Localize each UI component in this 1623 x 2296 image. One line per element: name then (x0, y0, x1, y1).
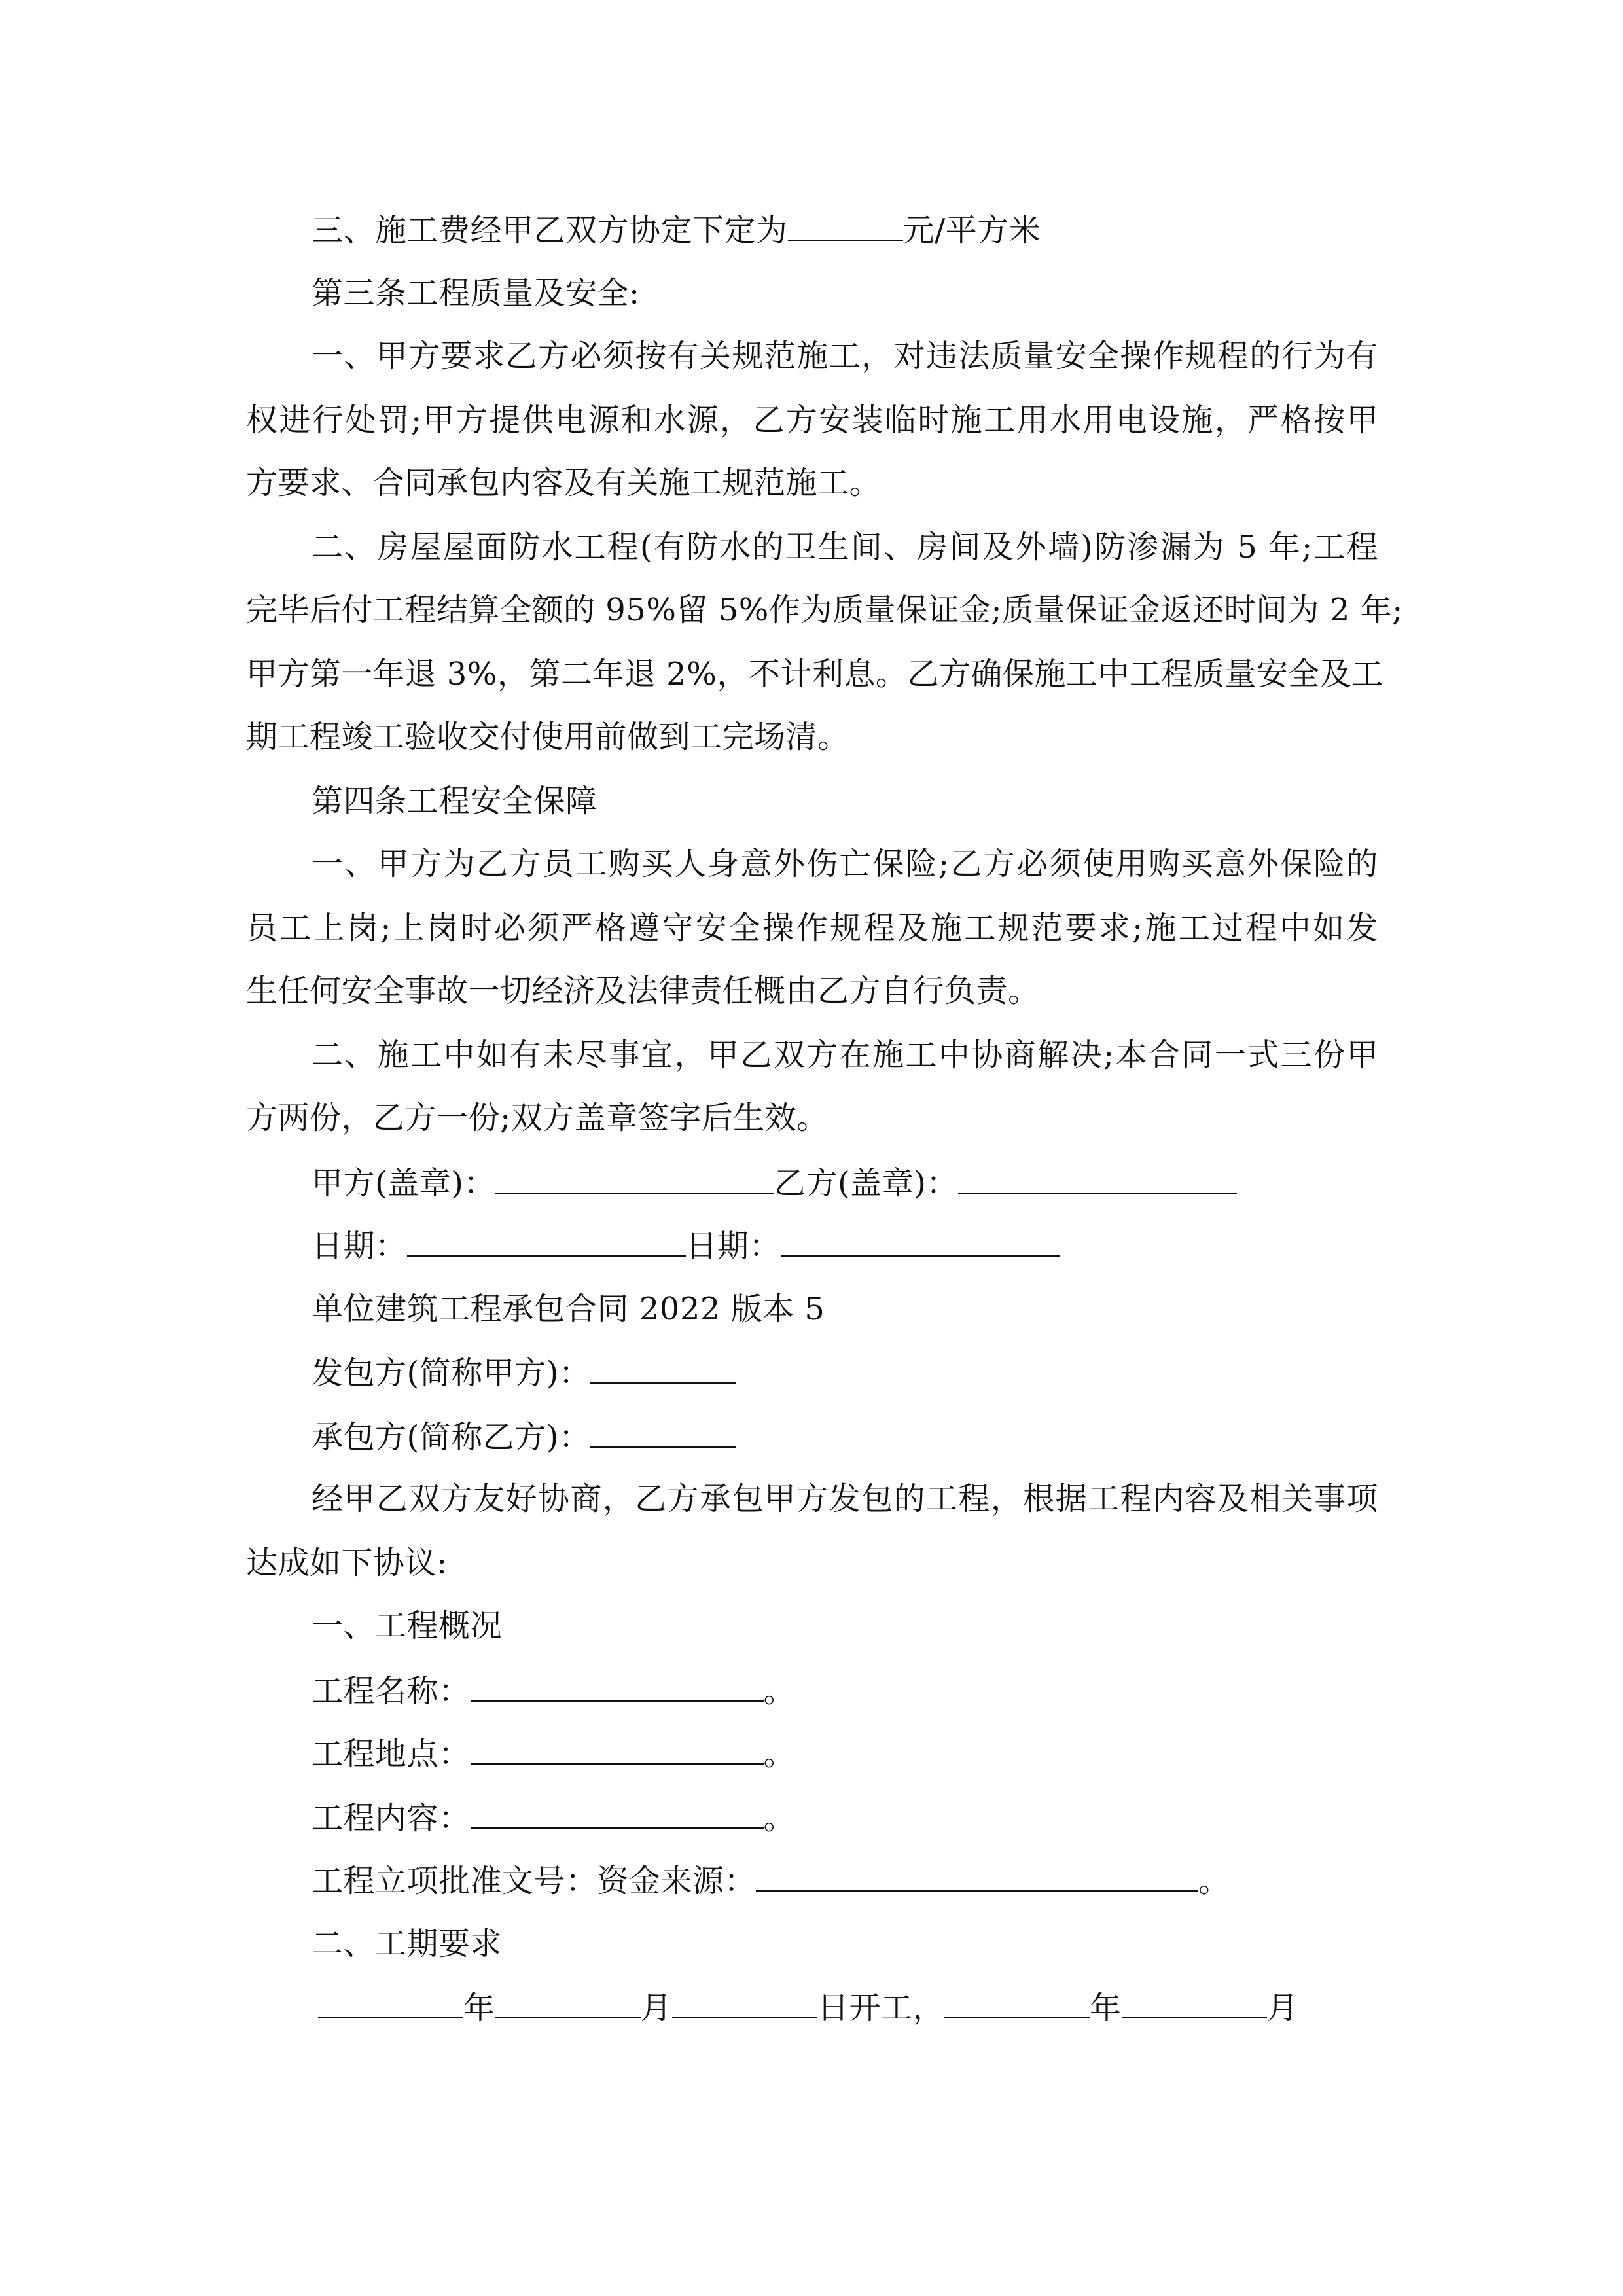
project-name-label: 工程名称： (312, 1673, 471, 1710)
approval-line (312, 1860, 1444, 1899)
date-a-blank[interactable] (407, 1225, 686, 1257)
party-b-seal-blank[interactable] (958, 1162, 1237, 1194)
date-a-label: 日期： (312, 1228, 407, 1265)
start-day-label: 日开工， (817, 1990, 945, 2026)
date-b-label: 日期： (685, 1228, 781, 1265)
article4-item2-line2: 方两份，乙方一份;双方盖章签字后生效。 (246, 1100, 829, 1136)
contract5-title: 单位建筑工程承包合同 2022 版本 5 (312, 1291, 825, 1327)
start-month-label: 月 (640, 1990, 673, 2026)
end-month-label: 月 (1266, 1990, 1299, 2026)
section1-title: 一、工程概况 (312, 1607, 503, 1644)
party-a-seal-label: 甲方(盖章)： (312, 1165, 495, 1202)
party-a-seal-blank[interactable] (495, 1162, 774, 1194)
project-content-line (312, 1797, 1444, 1837)
approval-end: 。 (1198, 1863, 1230, 1899)
project-location-line (312, 1733, 1444, 1772)
contractor-line (312, 1416, 1444, 1456)
project-location-end: 。 (763, 1736, 796, 1772)
start-year-blank[interactable] (318, 1987, 463, 2018)
article3-item1-line2: 权进行处罚;甲方提供电源和水源，乙方安装临时施工用水用电设施，严格按甲 (246, 402, 1378, 439)
date-line (312, 1225, 1444, 1265)
project-name-end: 。 (763, 1673, 796, 1710)
project-name-line (312, 1670, 1444, 1710)
article3-item2-line3: 甲方第一年退 3%，第二年退 2%，不计利息。乙方确保施工中工程质量安全及工 (246, 656, 1383, 692)
date-b-blank[interactable] (781, 1225, 1060, 1257)
end-year-label: 年 (1090, 1990, 1122, 2026)
article3-item1-line1: 一、甲方要求乙方必须按有关规范施工，对违法质量安全操作规程的行为有 (312, 338, 1378, 374)
article3-title: 第三条工程质量及安全: (312, 275, 640, 312)
project-content-label: 工程内容： (312, 1800, 471, 1837)
signature-line (312, 1162, 1444, 1202)
article3-item2-line4: 期工程竣工验收交付使用前做到工完场清。 (246, 719, 849, 755)
article4-item1-line1: 一、甲方为乙方员工购买人身意外伤亡保险;乙方必须使用购买意外保险的 (312, 846, 1378, 882)
project-content-end: 。 (763, 1800, 796, 1837)
fee-clause (312, 209, 1444, 249)
start-month-blank[interactable] (495, 1987, 641, 2018)
employer-label: 发包方(简称甲方)： (312, 1355, 591, 1391)
fee-clause-prefix: 三、施工费经甲乙双方协定下定为 (312, 212, 788, 249)
employer-line (312, 1352, 1444, 1391)
project-name-blank[interactable] (471, 1670, 764, 1702)
article4-item1-line2: 员工上岗;上岗时必须严格遵守安全操作规程及施工规范要求;施工过程中如发 (246, 910, 1378, 946)
article3-item1-line3: 方要求、合同承包内容及有关施工规范施工。 (246, 465, 882, 501)
funding-source-blank[interactable] (756, 1860, 1198, 1892)
article4-item2-line1: 二、施工中如有未尽事宜，甲乙双方在施工中协商解决;本合同一式三份甲 (312, 1037, 1378, 1073)
project-content-blank[interactable] (471, 1797, 764, 1829)
project-location-blank[interactable] (471, 1733, 764, 1765)
end-year-blank[interactable] (944, 1987, 1090, 2018)
approval-label: 工程立项批准文号：资金来源： (312, 1863, 757, 1899)
project-location-label: 工程地点： (312, 1736, 471, 1772)
contractor-label: 承包方(简称乙方)： (312, 1419, 591, 1456)
fee-clause-suffix: 元/平方米 (902, 212, 1041, 249)
start-year-label: 年 (463, 1990, 495, 2026)
party-b-seal-label: 乙方(盖章)： (774, 1165, 958, 1202)
article4-title: 第四条工程安全保障 (312, 783, 597, 819)
article4-item1-line3: 生任何安全事故一切经济及法律责任概由乙方自行负责。 (246, 973, 1040, 1009)
start-day-blank[interactable] (672, 1987, 817, 2018)
article3-item2-line2: 完毕后付工程结算全额的 95%留 5%作为质量保证金;质量保证金返还时间为 2 年; (246, 592, 1403, 628)
intro-line2: 达成如下协议: (246, 1545, 448, 1581)
contractor-blank[interactable] (590, 1416, 736, 1448)
employer-blank[interactable] (590, 1352, 736, 1384)
end-month-blank[interactable] (1122, 1987, 1267, 2018)
intro-line1: 经甲乙双方友好协商，乙方承包甲方发包的工程，根据工程内容及相关事项 (312, 1480, 1378, 1517)
fee-blank[interactable] (788, 209, 903, 241)
schedule-line (318, 1987, 1378, 2026)
article3-item2-line1: 二、房屋屋面防水工程(有防水的卫生间、房间及外墙)防渗漏为 5 年;工程 (312, 529, 1378, 565)
section2-title: 二、工期要求 (312, 1926, 503, 1962)
